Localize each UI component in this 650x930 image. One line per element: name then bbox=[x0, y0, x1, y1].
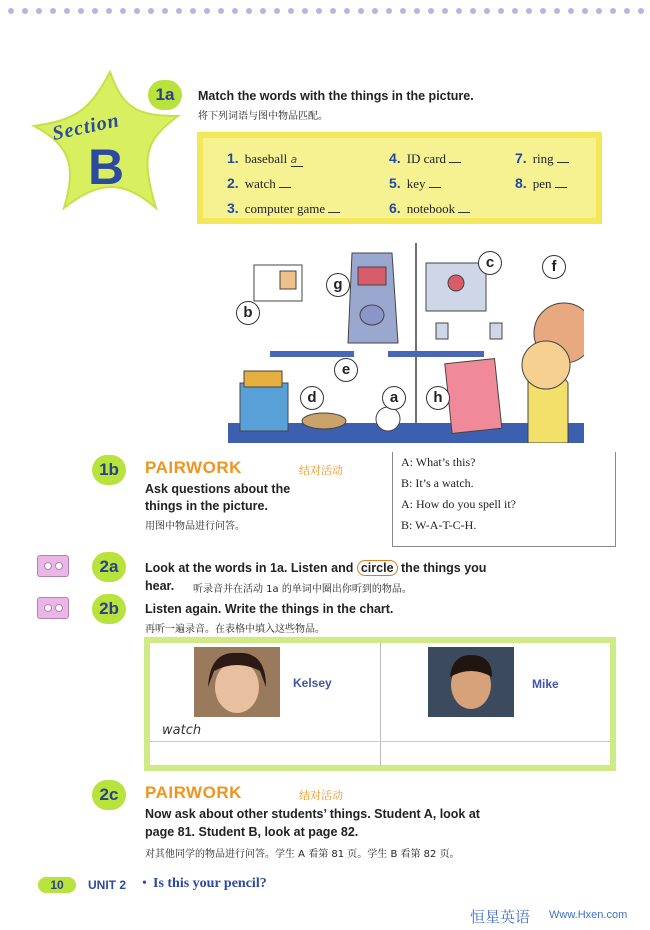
word-item: 5. key bbox=[389, 175, 441, 192]
border-dot bbox=[218, 8, 224, 14]
border-dot bbox=[106, 8, 112, 14]
pairwork-heading-2c-cn: 结对活动 bbox=[299, 789, 343, 802]
word-item: 4. ID card bbox=[389, 150, 461, 167]
border-dot bbox=[288, 8, 294, 14]
word-item: 7. ring bbox=[515, 150, 569, 167]
border-dot bbox=[232, 8, 238, 14]
scene-drawing bbox=[228, 243, 584, 443]
border-dot bbox=[22, 8, 28, 14]
instruction-1a: Match the words with the things in the picture. bbox=[198, 89, 474, 103]
footer-bullet: • bbox=[142, 876, 147, 891]
border-dot bbox=[8, 8, 14, 14]
top-dotted-border bbox=[0, 8, 650, 18]
instruction-1b-line1: Ask questions about the bbox=[145, 482, 291, 496]
dialog-line: B: It’s a watch. bbox=[401, 476, 474, 490]
answer-blank[interactable] bbox=[557, 162, 569, 163]
answer-blank[interactable] bbox=[279, 187, 291, 188]
activity-badge-2a: 2a bbox=[92, 552, 126, 582]
border-dot bbox=[316, 8, 322, 14]
picture-label-h: h bbox=[426, 386, 450, 410]
picture-label-c: c bbox=[478, 251, 502, 275]
border-dot bbox=[554, 8, 560, 14]
picture-label-b: b bbox=[236, 301, 260, 325]
border-dot bbox=[400, 8, 406, 14]
border-dot bbox=[134, 8, 140, 14]
border-dot bbox=[260, 8, 266, 14]
border-dot bbox=[456, 8, 462, 14]
border-dot bbox=[526, 8, 532, 14]
border-dot bbox=[358, 8, 364, 14]
border-dot bbox=[176, 8, 182, 14]
photo-mike bbox=[428, 647, 514, 717]
border-dot bbox=[50, 8, 56, 14]
dialog-line: A: What’s this? bbox=[401, 455, 476, 469]
answer-blank[interactable] bbox=[449, 162, 461, 163]
border-dot bbox=[498, 8, 504, 14]
picture-label-g: g bbox=[326, 273, 350, 297]
border-dot bbox=[36, 8, 42, 14]
unit-title: Is this your pencil? bbox=[153, 876, 267, 891]
border-dot bbox=[624, 8, 630, 14]
picture-label-f: f bbox=[542, 255, 566, 279]
photo-kelsey bbox=[194, 647, 280, 717]
border-dot bbox=[162, 8, 168, 14]
answer-blank[interactable]: a bbox=[291, 153, 303, 167]
border-dot bbox=[442, 8, 448, 14]
word-item: 6. notebook bbox=[389, 200, 470, 217]
answer-blank[interactable] bbox=[555, 187, 567, 188]
answer-blank[interactable] bbox=[429, 187, 441, 188]
border-dot bbox=[120, 8, 126, 14]
page-number: 10 bbox=[38, 877, 76, 893]
border-dot bbox=[148, 8, 154, 14]
instruction-2c-line1: Now ask about other students’ things. Student A, look at bbox=[145, 807, 480, 821]
picture-label-d: d bbox=[300, 386, 324, 410]
border-dot bbox=[78, 8, 84, 14]
border-dot bbox=[484, 8, 490, 14]
border-dot bbox=[190, 8, 196, 14]
border-dot bbox=[638, 8, 644, 14]
border-dot bbox=[512, 8, 518, 14]
border-dot bbox=[92, 8, 98, 14]
example-dialog bbox=[392, 452, 616, 547]
border-dot bbox=[582, 8, 588, 14]
border-dot bbox=[610, 8, 616, 14]
activity-badge-2c: 2c bbox=[92, 780, 126, 810]
pairwork-heading-1b: PAIRWORK bbox=[145, 458, 242, 477]
instruction-2c-line2: page 81. Student B, look at page 82. bbox=[145, 825, 359, 839]
cassette-icon bbox=[37, 597, 69, 619]
unit-label: UNIT 2 bbox=[88, 878, 127, 892]
listening-chart bbox=[144, 637, 616, 771]
instruction-2a-cn: 听录音并在活动 1a 的单词中圈出你听到的物品。 bbox=[193, 584, 412, 595]
border-dot bbox=[428, 8, 434, 14]
dialog-line: B: W-A-T-C-H. bbox=[401, 518, 477, 532]
section-letter: B bbox=[88, 139, 125, 195]
border-dot bbox=[344, 8, 350, 14]
watermark-logo-text: 恒星英语 bbox=[470, 908, 531, 926]
activity-badge-2b: 2b bbox=[92, 594, 126, 624]
pairwork-heading-1b-cn: 结对活动 bbox=[299, 464, 343, 477]
word-list-box bbox=[197, 132, 602, 224]
instruction-1a-cn: 将下列词语与图中物品匹配。 bbox=[198, 111, 328, 122]
picture-label-a: a bbox=[382, 386, 406, 410]
circled-word: circle bbox=[357, 560, 398, 576]
chart-line bbox=[150, 741, 610, 742]
name-mike: Mike bbox=[532, 677, 559, 691]
border-dot bbox=[470, 8, 476, 14]
cassette-icon bbox=[37, 555, 69, 577]
border-dot bbox=[372, 8, 378, 14]
border-dot bbox=[330, 8, 336, 14]
border-dot bbox=[540, 8, 546, 14]
pairwork-heading-2c: PAIRWORK bbox=[145, 783, 242, 802]
answer-blank[interactable] bbox=[328, 212, 340, 213]
name-kelsey: Kelsey bbox=[293, 676, 332, 690]
border-dot bbox=[596, 8, 602, 14]
instruction-2a-line2: hear. bbox=[145, 579, 175, 593]
dialog-line: A: How do you spell it? bbox=[401, 497, 516, 511]
border-dot bbox=[204, 8, 210, 14]
border-dot bbox=[568, 8, 574, 14]
border-dot bbox=[302, 8, 308, 14]
watermark-url: Www.Hxen.com bbox=[549, 909, 628, 921]
border-dot bbox=[386, 8, 392, 14]
instruction-1b-cn: 用图中物品进行问答。 bbox=[145, 521, 245, 532]
section-label: Section bbox=[50, 109, 122, 145]
word-item: 8. pen bbox=[515, 175, 567, 192]
chart-divider bbox=[380, 643, 381, 765]
border-dot bbox=[246, 8, 252, 14]
answer-blank[interactable] bbox=[458, 212, 470, 213]
instruction-2b: Listen again. Write the things in the chart. bbox=[145, 602, 394, 616]
picture-label-e: e bbox=[334, 358, 358, 382]
word-item: 1. baseball a bbox=[227, 150, 303, 167]
word-item: 2. watch bbox=[227, 175, 291, 192]
border-dot bbox=[274, 8, 280, 14]
instruction-1b-line2: things in the picture. bbox=[145, 499, 268, 513]
instruction-2a-line1: Look at the words in 1a. Listen and circle the things you bbox=[145, 561, 487, 575]
activity-badge-1a: 1a bbox=[148, 80, 182, 110]
instruction-2b-cn: 再听一遍录音。在表格中填入这些物品。 bbox=[145, 624, 325, 635]
activity-badge-1b: 1b bbox=[92, 455, 126, 485]
border-dot bbox=[64, 8, 70, 14]
items-illustration bbox=[228, 243, 584, 443]
instruction-2c-cn: 对其他同学的物品进行问答。学生 A 看第 81 页。学生 B 看第 82 页。 bbox=[145, 849, 460, 860]
word-item: 3. computer game bbox=[227, 200, 340, 217]
example-answer: watch bbox=[162, 723, 202, 738]
border-dot bbox=[414, 8, 420, 14]
